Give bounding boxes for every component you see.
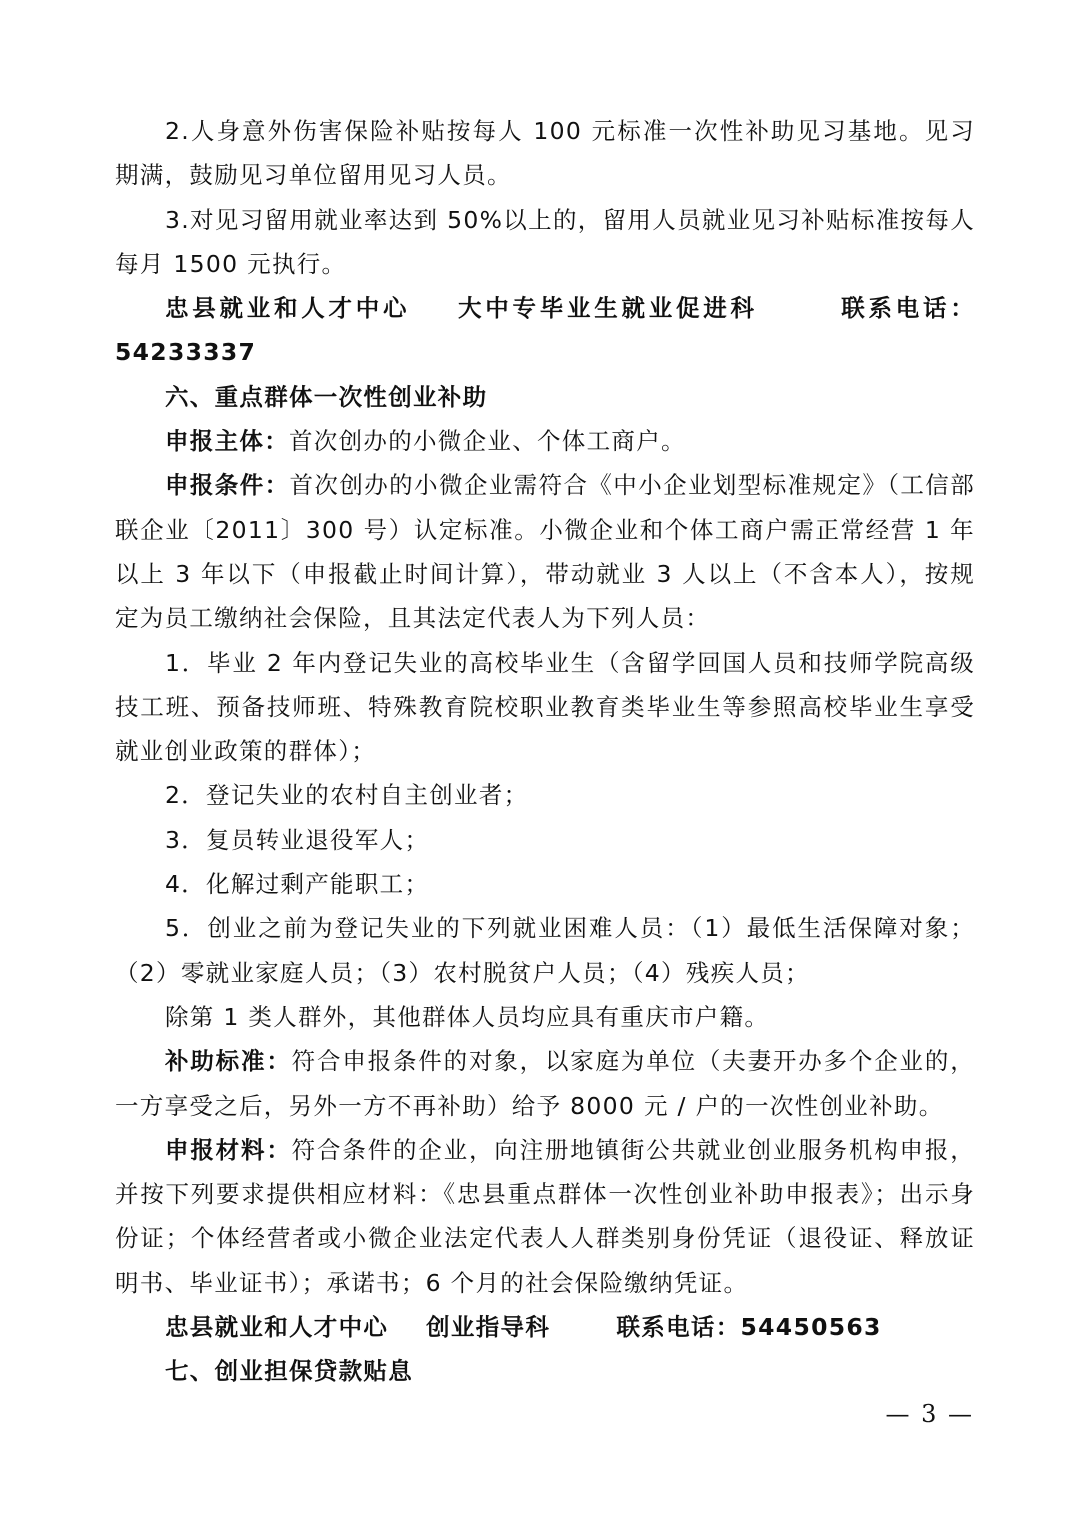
label-conditions: 申报条件： (165, 471, 290, 500)
contact-line-graduate-employment: 忠县就业和人才中心 大中专毕业生就业促进科 联系电话：54233337 (115, 294, 975, 367)
list-item-3: 3．复员转业退役军人； (165, 825, 430, 854)
label-standard: 补助标准： (165, 1047, 292, 1076)
text-standard: 符合申报条件的对象，以家庭为单位（夫妻开办多个企业的，一方享受之后，另外一方不再补助）给予 8000 元 / 户的一次性创业补助。 (115, 1047, 976, 1120)
list-item-5: 5．创业之前为登记失业的下列就业困难人员：（1）最低生活保障对象；（2）零就业家庭人员；（3）农村脱贫户人员；（4）残疾人员； (115, 914, 975, 987)
paragraph-insurance-subsidy: 2.人身意外伤害保险补贴按每人 100 元标准一次性补助见习基地。见习期满，鼓励见习单位留用见习人员。 (115, 117, 975, 190)
section-heading-7: 七、创业担保贷款贴息 (165, 1357, 413, 1386)
paragraph-materials (115, 1128, 975, 1305)
paragraph-retention-subsidy: 3.对见习留用就业率达到 50%以上的，留用人员就业见习补贴标准按每人每月 1500 元执行。 (115, 205, 975, 278)
list-item-2: 2．登记失业的农村自主创业者； (165, 781, 529, 810)
label-materials: 申报材料： (165, 1135, 292, 1164)
text-conditions: 首次创办的小微企业需符合《中小企业划型标准规定》（工信部联企业〔2011〕300 号）认定标准。小微企业和个体工商户需正常经营 1 年以上 3 年以下（申报截止时间计算），带动就业 3 人以上（不含本人），按规定为员工缴纳社会保险，且其法定代表人为下列人员： (115, 471, 976, 633)
label-applicant: 申报主体： (165, 427, 289, 456)
document-body (115, 109, 975, 1394)
page-number: — 3 — (885, 1400, 974, 1428)
section-heading-6: 六、重点群体一次性创业补助 (165, 382, 488, 411)
list-item-1: 1．毕业 2 年内登记失业的高校毕业生（含留学回国人员和技师学院高级技工班、预备技师班、特殊教育院校职业教育类毕业生等参照高校毕业生享受就业创业政策的群体）； (115, 648, 975, 766)
text-materials: 符合条件的企业，向注册地镇街公共就业创业服务机构申报，并按下列要求提供相应材料：《忠县重点群体一次性创业补助申报表》；出示身份证；个体经营者或小微企业法定代表人人群类别身份凭证（退役证、释放证明书、毕业证书）；承诺书；6 个月的社会保险缴纳凭证。 (115, 1135, 976, 1297)
contact-line-entrepreneurship: 忠县就业和人才中心 创业指导科 联系电话：54450563 (165, 1313, 882, 1342)
paragraph-residency-note: 除第 1 类人群外，其他群体人员均应具有重庆市户籍。 (165, 1002, 770, 1031)
text-applicant: 首次创办的小微企业、个体工商户。 (289, 427, 686, 456)
paragraph-conditions (115, 463, 975, 640)
list-item-4: 4．化解过剩产能职工； (165, 870, 430, 899)
paragraph-standard (115, 1039, 975, 1128)
paragraph-applicant (115, 419, 975, 463)
